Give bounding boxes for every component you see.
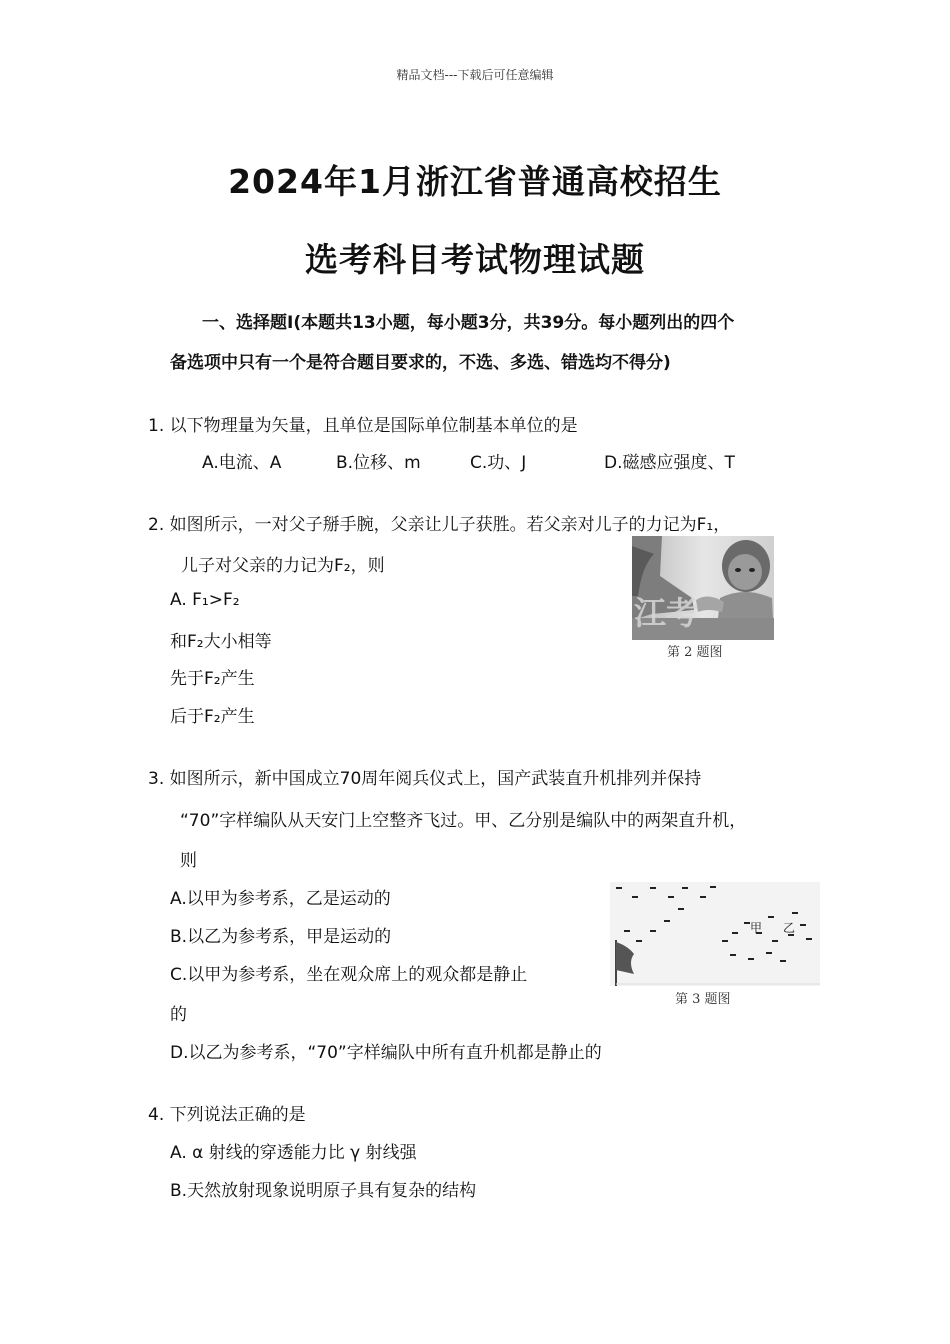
q2-option-a: A. F₁>F₂ — [170, 590, 240, 610]
q3-option-c-line1: C.以甲为参考系，坐在观众席上的观众都是静止 — [170, 965, 528, 985]
q4-stem: 4. 下列说法正确的是 — [148, 1105, 306, 1125]
q3-stem-line2: “70”字样编队从天安门上空整齐飞过。甲、乙分别是编队中的两架直升机， — [180, 811, 747, 831]
section-heading-line2: 备选项中只有一个是符合题目要求的，不选、多选、错选均不得分) — [170, 353, 671, 373]
q1-option-b: B.位移、m — [336, 453, 421, 473]
q3-label-yi: 乙 — [783, 921, 796, 935]
q2-figure-photo — [632, 536, 774, 640]
q3-option-d: D.以乙为参考系，“70”字样编队中所有直升机都是静止的 — [170, 1043, 602, 1063]
q1-options — [202, 448, 735, 473]
page-title-line2: 选考科目考试物理试题 — [305, 240, 645, 279]
q2-stem-line1: 2. 如图所示，一对父子掰手腕，父亲让儿子获胜。若父亲对儿子的力记为F₁， — [148, 515, 731, 535]
q2-figure-caption: 第 2 题图 — [667, 645, 723, 660]
header-note: 精品文档---下载后可任意编辑 — [396, 68, 554, 82]
q4-option-a: A. α 射线的穿透能力比 γ 射线强 — [170, 1143, 417, 1163]
q4-option-b: B.天然放射现象说明原子具有复杂的结构 — [170, 1181, 477, 1201]
q3-option-a: A.以甲为参考系，乙是运动的 — [170, 889, 391, 909]
q3-stem-line1: 3. 如图所示，新中国成立70周年阅兵仪式上，国产武装直升机排列并保持 — [148, 769, 702, 789]
q3-figure-photo — [610, 882, 820, 986]
q3-stem-line3: 则 — [180, 851, 197, 871]
q3-label-jia: 甲 — [750, 921, 763, 935]
q3-option-b: B.以乙为参考系，甲是运动的 — [170, 927, 392, 947]
q2-figure-watermark: 江考 — [634, 594, 699, 632]
section-heading-line1: 一、选择题Ⅰ(本题共13小题，每小题3分，共39分。每小题列出的四个 — [202, 313, 735, 333]
q1-stem: 1. 以下物理量为矢量，且单位是国际单位制基本单位的是 — [148, 416, 578, 436]
q2-stem-line2: 儿子对父亲的力记为F₂，则 — [181, 556, 385, 576]
q3-figure-caption: 第 3 题图 — [675, 992, 731, 1007]
q3-option-c-line2: 的 — [170, 1005, 187, 1025]
q2-option-d: 后于F₂产生 — [170, 707, 255, 727]
q1-option-c: C.功、J — [470, 453, 527, 473]
q2-option-c: 先于F₂产生 — [170, 669, 255, 689]
q1-option-d: D.磁感应强度、T — [604, 453, 735, 473]
page-title-line1: 2024年1月浙江省普通高校招生 — [228, 162, 722, 201]
q2-option-b: 和F₂大小相等 — [170, 632, 272, 652]
q1-option-a: A.电流、A — [202, 453, 282, 473]
